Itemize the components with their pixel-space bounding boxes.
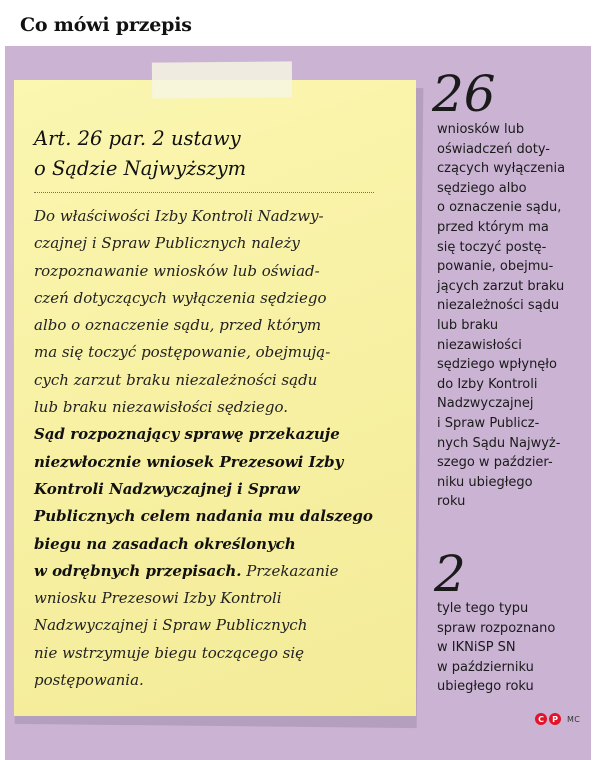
note-body-line: lub braku niezawisłości sędziego. (34, 398, 289, 417)
copyright-icon: C (535, 713, 547, 725)
note-body-line: Nadzwyczajnej i Spraw Publicznych (34, 616, 308, 635)
stat-description-line: czących wyłączenia (437, 161, 566, 177)
note-body-line: niezwłocznie wniosek Prezesowi Izby (34, 452, 344, 471)
stat-number-2: 2 (434, 545, 466, 603)
note-body-line: ma się toczyć postępowanie, obejmują- (34, 343, 331, 362)
credit-author: MC (567, 714, 581, 724)
stat-description-line: Nadzwyczajnej (437, 396, 534, 412)
stat-description-line: szego w paździer- (437, 455, 553, 471)
stat-description-line: w październiku (437, 659, 534, 675)
stat-description-line: nych Sądu Najwyż- (437, 435, 561, 451)
dotted-divider (34, 192, 374, 193)
stat-number-26: 26 (432, 65, 496, 123)
stat-description-line: się toczyć postę- (437, 239, 547, 255)
credit (535, 713, 580, 725)
note-body-line: rozpoznawanie wniosków lub oświad- (34, 261, 320, 280)
tape-strip (152, 61, 292, 98)
stat-description-line: wniosków lub (437, 122, 525, 137)
note-body-line: czeń dotyczących wyłączenia sędziego (34, 288, 327, 307)
note-body-line: wniosku Prezesowi Izby Kontroli (34, 589, 282, 608)
stat-description-line: oświadczeń doty- (437, 141, 550, 157)
stat-description-line: lub braku (437, 317, 499, 333)
note-title (34, 124, 394, 184)
note-body-segment: w odrębnych przepisach. (34, 561, 242, 580)
note-body-segment: Przekazanie (241, 561, 339, 580)
stat-description-line: ubiegłego roku (437, 679, 534, 695)
note-title-line: o Sądzie Najwyższym (34, 157, 247, 180)
note-body (34, 203, 398, 694)
stat-description-line: tyle tego typu (437, 601, 529, 616)
note-body-line: czajnej i Spraw Publicznych należy (34, 234, 300, 253)
stat-description-2 (437, 599, 587, 697)
stat-description-1 (437, 120, 587, 512)
stat-description-line: przed którym ma (437, 219, 549, 235)
stat-description-line: niezależności sądu (437, 298, 560, 314)
copyright-p-icon: P (549, 713, 561, 725)
stat-description-line: spraw rozpoznano (437, 620, 556, 636)
note-body-line: Kontroli Nadzwyczajnej i Spraw (34, 479, 300, 498)
note-body-line: Sąd rozpoznający sprawę przekazuje (34, 425, 340, 444)
stat-description-line: i Spraw Publicz- (437, 415, 540, 431)
stat-description-line: do Izby Kontroli (437, 376, 538, 392)
note-body-line: Publicznych celem nadania mu dalszego (34, 507, 373, 526)
stat-description-line: jących zarzut braku (437, 278, 565, 294)
stat-description-line: sędziego wpłynęło (437, 357, 557, 373)
stat-description-line: niezawisłości (437, 337, 522, 353)
note-body-line (34, 558, 398, 585)
note-body-line: Do właściwości Izby Kontroli Nadzwy- (34, 207, 324, 225)
note-body-line: cych zarzut braku niezależności sądu (34, 370, 318, 389)
stat-description-line: w IKNiSP SN (437, 640, 516, 656)
stat-description-line: niku ubiegłego (437, 474, 533, 490)
note-body-line: albo o oznaczenie sądu, przed którym (34, 316, 322, 335)
note-body-line: biegu na zasadach określonych (34, 534, 296, 553)
stat-description-line: powanie, obejmu- (437, 259, 554, 275)
stat-description-line: roku (437, 494, 466, 510)
note-title-line: Art. 26 par. 2 ustawy (34, 127, 241, 150)
stat-description-line: o oznaczenie sądu, (437, 200, 562, 216)
header-title: Co mówi przepis (20, 14, 192, 36)
note-body-line: nie wstrzymuje biegu toczącego się (34, 643, 305, 662)
note-body-line: postępowania. (34, 671, 144, 690)
stat-description-line: sędziego albo (437, 180, 527, 196)
